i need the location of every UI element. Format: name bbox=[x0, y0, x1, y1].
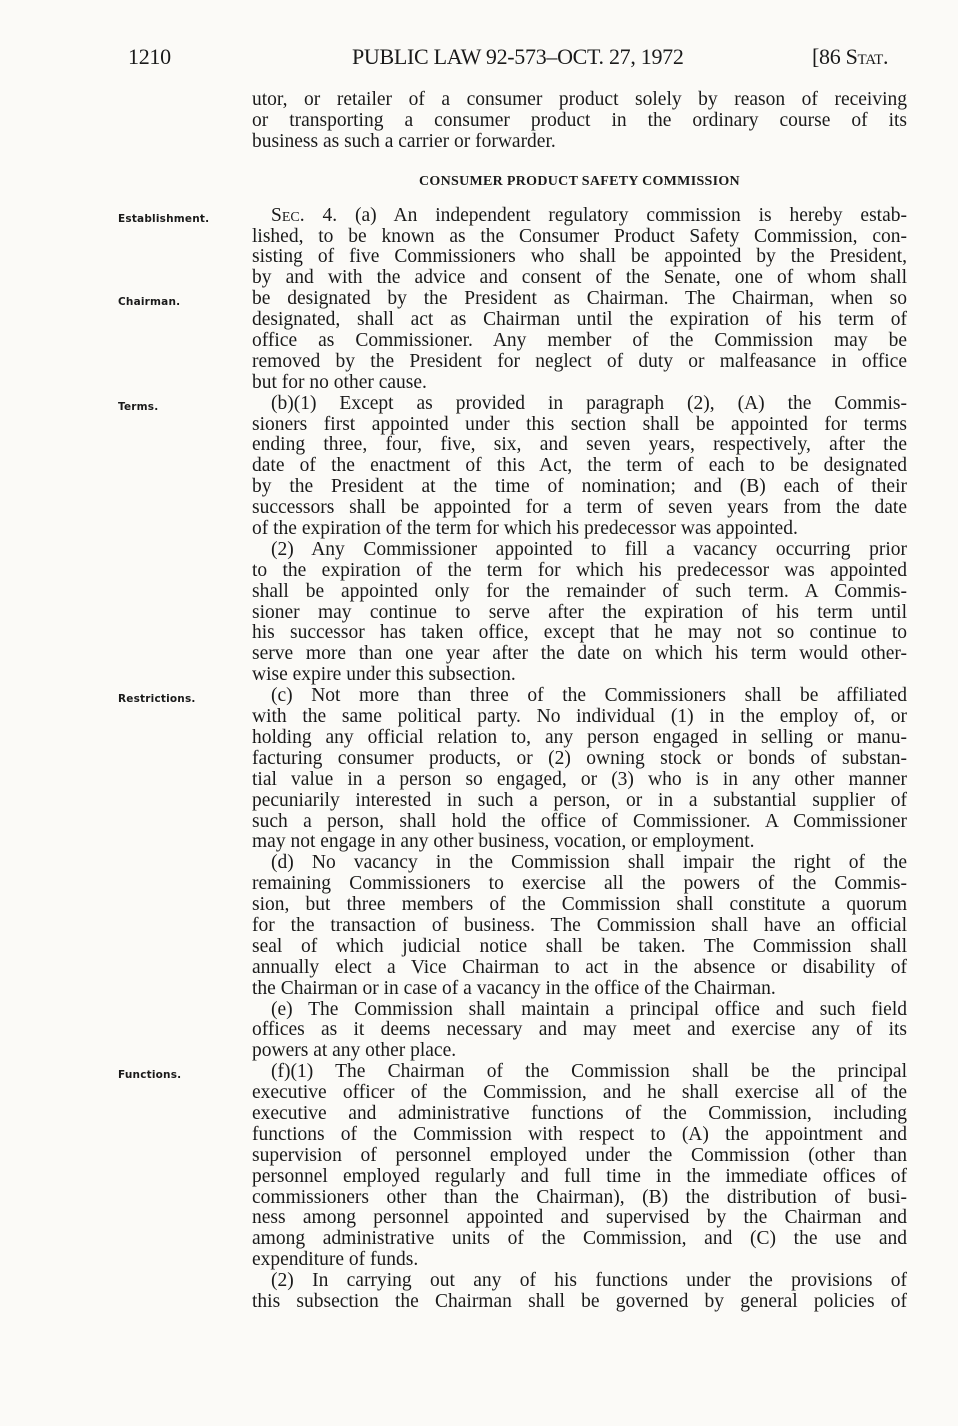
text-line: executive officer of the Commission, and he shall exercise all of the bbox=[252, 1082, 907, 1104]
page-number: 1210 bbox=[128, 44, 171, 69]
text-line: ness among personnel appointed and supervised by the Chairman and bbox=[252, 1207, 907, 1229]
text-line: (b)(1) Except as provided in paragraph (2), (A) the Commis- Terms. bbox=[252, 394, 907, 415]
text-line: functions of the Commission with respect to (A) the appointment and bbox=[252, 1123, 907, 1145]
text-line: by and with the advice and consent of the Senate, one of whom shall bbox=[252, 267, 907, 289]
text-line: business as such a carrier or forwarder. bbox=[252, 130, 556, 152]
text-line: sisting of five Commissioners who shall be appointed by the President, bbox=[252, 246, 907, 268]
text-line: holding any official relation to, any person engaged in selling or manu- bbox=[252, 726, 907, 748]
text-line: utor, or retailer of a consumer product solely by reason of receiving bbox=[252, 89, 907, 110]
text-line: for the transaction of business. The Commission shall have an official bbox=[252, 914, 907, 936]
text-line: seal of which judicial notice shall be taken. The Commission shall bbox=[252, 935, 907, 957]
statute-volume: [86 Stat. bbox=[812, 44, 889, 69]
text-line: (c) Not more than three of the Commissioners shall be affiliated Restrictions. bbox=[252, 686, 907, 707]
text-line: be designated by the President as Chairman. The Chairman, when so Chairman. bbox=[252, 289, 907, 310]
text-line: (2) Any Commissioner appointed to fill a vacancy occurring prior bbox=[271, 538, 907, 560]
text-line: tial value in a person so engaged, or (3) who is in any other manner bbox=[252, 768, 907, 790]
text-line: sioner may continue to serve after the expiration of his term until bbox=[252, 601, 907, 623]
text-line: among administrative units of the Commission, and (C) the use and bbox=[252, 1228, 907, 1250]
text-line: facturing consumer products, or (2) owning stock or bonds of substan- bbox=[252, 747, 907, 769]
section-label: Sec. bbox=[271, 204, 305, 226]
text-line: (2) In carrying out any of his functions under the provisions of bbox=[271, 1270, 907, 1292]
text-line: date of the enactment of this Act, the term of each to be designated bbox=[252, 455, 907, 477]
text-line: this subsection the Chairman shall be governed by general policies of bbox=[252, 1290, 907, 1312]
text-line: annually elect a Vice Chairman to act in the absence or disability of bbox=[252, 956, 907, 978]
document-body bbox=[118, 89, 907, 1313]
margin-note: Establishment. bbox=[118, 212, 210, 225]
margin-note: Functions. bbox=[118, 1069, 182, 1082]
text-line: office as Commissioner. Any member of the Commission may be bbox=[252, 330, 907, 352]
text-line: or transporting a consumer product in the ordinary course of its bbox=[252, 109, 907, 131]
paragraph bbox=[252, 540, 907, 686]
text-line: commissioners other than the Chairman), (B) the distribution of busi- bbox=[252, 1186, 907, 1208]
text-line: powers at any other place. bbox=[252, 1040, 457, 1062]
text-line: but for no other cause. bbox=[252, 371, 427, 393]
margin-note: Restrictions. bbox=[118, 693, 196, 706]
text-line: sioners first appointed under this section shall be appointed for terms bbox=[252, 413, 907, 435]
text-line: wise expire under this subsection. bbox=[252, 664, 516, 686]
running-title: PUBLIC LAW 92-573–OCT. 27, 1972 bbox=[352, 44, 684, 69]
text-line: of the expiration of the term for which his predecessor was appointed. bbox=[252, 518, 798, 540]
text-line: with the same political party. No individual (1) in the employ of, or bbox=[252, 706, 907, 728]
text-line: designated, shall act as Chairman until the expiration of his term of bbox=[252, 309, 907, 331]
paragraph bbox=[118, 685, 907, 853]
text-line: (f)(1) The Chairman of the Commission shall be the principal Functions. bbox=[252, 1062, 907, 1083]
paragraph bbox=[118, 392, 907, 540]
text-line: expenditure of funds. bbox=[252, 1249, 419, 1271]
text-line: executive and administrative functions of the Commission, including bbox=[252, 1102, 907, 1124]
text-line: successors shall be appointed for a term of seven years from the date bbox=[252, 497, 907, 519]
text-line: lished, to be known as the Consumer Product Safety Commission, con- bbox=[252, 225, 907, 247]
text-line: the Chairman or in case of a vacancy in the office of the Chairman. bbox=[252, 977, 776, 999]
text-line: such a person, shall hold the office of Commissioner. A Commissioner bbox=[252, 810, 907, 832]
text-line: removed by the President for neglect of duty or malfeasance in office bbox=[252, 350, 907, 372]
paragraph bbox=[252, 1000, 907, 1063]
text-line: (d) No vacancy in the Commission shall impair the right of the bbox=[271, 852, 907, 874]
text-line: offices as it deems necessary and may meet and exercise any of its bbox=[252, 1019, 907, 1041]
text-line: serve more than one year after the date on which his term would other- bbox=[252, 643, 907, 665]
text-line: his successor has taken office, except that he may not so continue to bbox=[252, 622, 907, 644]
text-line: shall be appointed only for the remainder of such term. A Commis- bbox=[252, 580, 907, 602]
text-line: (e) The Commission shall maintain a principal office and such field bbox=[271, 998, 907, 1020]
text-line: supervision of personnel employed under the Commission (other than bbox=[252, 1144, 907, 1166]
text-line: pecuniarily interested in such a person, or in a substantial supplier of bbox=[252, 789, 907, 811]
paragraph bbox=[118, 1061, 907, 1271]
text-line: remaining Commissioners to exercise all the powers of the Commis- bbox=[252, 873, 907, 895]
text-line: sion, but three members of the Commission shall constitute a quorum bbox=[252, 894, 907, 916]
paragraph bbox=[252, 1271, 907, 1313]
text-line: to the expiration of the term for which his predecessor was appointed bbox=[252, 559, 907, 581]
paragraph bbox=[252, 853, 907, 999]
text-line: personnel employed regularly and full time in the immediate offices of bbox=[252, 1165, 907, 1187]
section-heading: CONSUMER PRODUCT SAFETY COMMISSION bbox=[419, 173, 740, 189]
margin-note: Terms. bbox=[118, 400, 159, 413]
section-paragraphs bbox=[118, 204, 907, 1313]
paragraph bbox=[118, 204, 907, 394]
text-line: may not engage in any other business, vocation, or employment. bbox=[252, 831, 755, 853]
text-line: ending three, four, five, six, and seven years, respectively, after the bbox=[252, 434, 907, 456]
margin-note: Chairman. bbox=[118, 296, 181, 309]
text-line: Sec. 4. (a) An independent regulatory commission is hereby estab- Establishment. bbox=[252, 206, 907, 227]
text-line: by the President at the time of nomination; and (B) each of their bbox=[252, 476, 907, 498]
